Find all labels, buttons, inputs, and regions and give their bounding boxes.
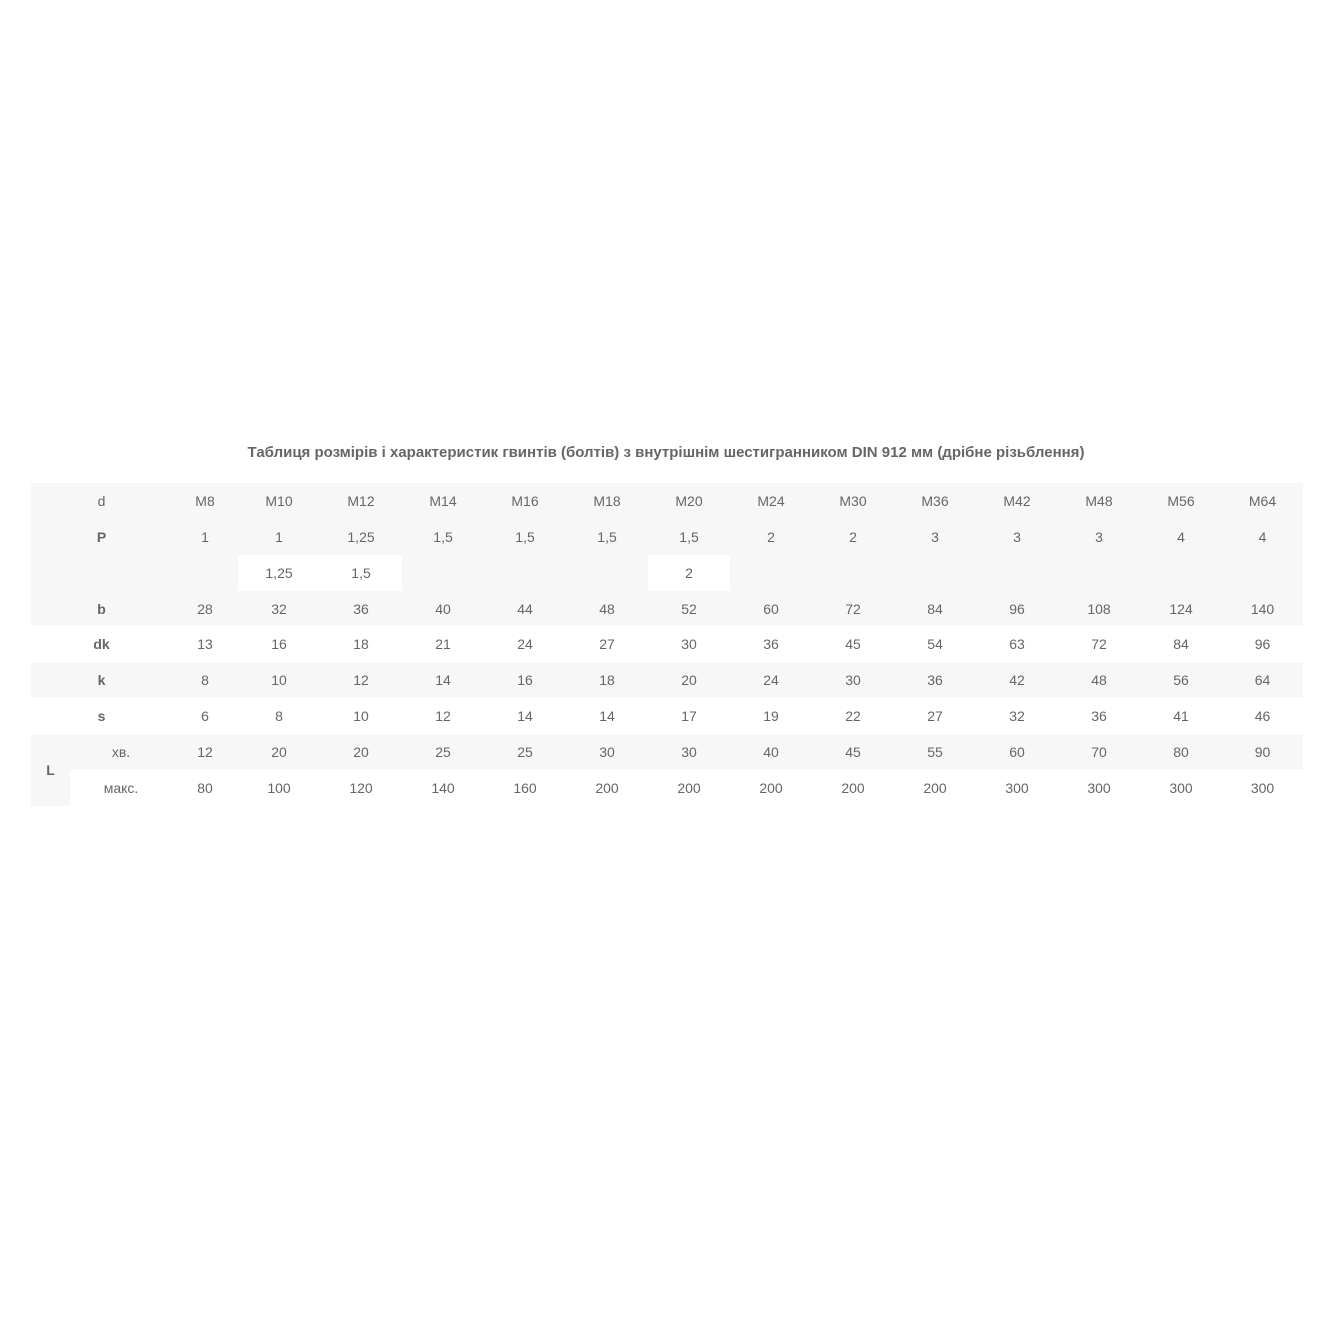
row-s	[31, 698, 1303, 734]
table-cell: 24	[730, 662, 812, 698]
table-cell: 12	[320, 662, 402, 698]
table-cell	[976, 555, 1058, 591]
table-cell: 30	[648, 734, 730, 770]
table-cell: 108	[1058, 591, 1140, 626]
table-cell: M48	[1058, 483, 1140, 519]
row-b	[31, 591, 1303, 626]
row-label-k: k	[31, 662, 172, 698]
table-cell: 28	[172, 591, 238, 626]
table-cell: 44	[484, 591, 566, 626]
table-cell: 63	[976, 626, 1058, 662]
table-cell: 84	[894, 591, 976, 626]
table-cell: 6	[172, 698, 238, 734]
table-cell: 1,25	[238, 555, 320, 591]
table-cell: 300	[1222, 770, 1303, 806]
table-cell: 1,5	[484, 519, 566, 555]
table-cell: 120	[320, 770, 402, 806]
table-cell: 55	[894, 734, 976, 770]
table-cell: 2	[730, 519, 812, 555]
table-cell: 300	[1140, 770, 1222, 806]
dimensions-table	[31, 483, 1303, 806]
table-cell	[812, 555, 894, 591]
table-cell: 30	[648, 626, 730, 662]
table-cell: 30	[566, 734, 648, 770]
table-cell: M36	[894, 483, 976, 519]
row-p-alt	[31, 555, 1303, 591]
table-cell: 60	[976, 734, 1058, 770]
table-cell: M10	[238, 483, 320, 519]
table-cell: 21	[402, 626, 484, 662]
table-cell: 16	[238, 626, 320, 662]
row-label-empty	[31, 555, 172, 591]
table-cell: 36	[730, 626, 812, 662]
table-cell: 14	[566, 698, 648, 734]
table-cell: M56	[1140, 483, 1222, 519]
table-cell: 24	[484, 626, 566, 662]
table-cell: 1,5	[402, 519, 484, 555]
table-cell: 12	[172, 734, 238, 770]
row-dk	[31, 626, 1303, 662]
table-cell: 45	[812, 626, 894, 662]
row-l-min	[31, 734, 1303, 770]
table-cell: 3	[894, 519, 976, 555]
table-cell: 48	[1058, 662, 1140, 698]
table-cell: 4	[1222, 519, 1303, 555]
row-k	[31, 662, 1303, 698]
table-cell: 20	[238, 734, 320, 770]
table-cell	[484, 555, 566, 591]
table-cell: 70	[1058, 734, 1140, 770]
table-cell: M14	[402, 483, 484, 519]
table-cell: 300	[976, 770, 1058, 806]
table-cell: 1,5	[566, 519, 648, 555]
table-cell: 18	[320, 626, 402, 662]
table-cell: 52	[648, 591, 730, 626]
row-p	[31, 519, 1303, 555]
table-cell	[402, 555, 484, 591]
table-cell: 30	[812, 662, 894, 698]
table-cell: 80	[172, 770, 238, 806]
table-cell: 200	[894, 770, 976, 806]
table-cell: 3	[976, 519, 1058, 555]
table-cell: 45	[812, 734, 894, 770]
table-cell: M20	[648, 483, 730, 519]
table-cell: 140	[1222, 591, 1303, 626]
table-cell	[1140, 555, 1222, 591]
table-cell: 72	[1058, 626, 1140, 662]
table-cell: 200	[648, 770, 730, 806]
table-cell: 80	[1140, 734, 1222, 770]
row-label-l: L	[31, 734, 70, 806]
table-cell: 2	[812, 519, 894, 555]
table-cell: 72	[812, 591, 894, 626]
table-cell: 140	[402, 770, 484, 806]
table-cell	[1058, 555, 1140, 591]
table-cell: 36	[320, 591, 402, 626]
row-sublabel-max: макс.	[70, 770, 172, 806]
table-cell: 2	[648, 555, 730, 591]
table-cell	[894, 555, 976, 591]
table-cell	[172, 555, 238, 591]
table-cell: 19	[730, 698, 812, 734]
table-cell: 22	[812, 698, 894, 734]
table-cell: 200	[566, 770, 648, 806]
row-sublabel-min: хв.	[70, 734, 172, 770]
table-cell: M42	[976, 483, 1058, 519]
table-cell: 25	[484, 734, 566, 770]
table-cell: 46	[1222, 698, 1303, 734]
table-cell: 124	[1140, 591, 1222, 626]
table-cell: 32	[976, 698, 1058, 734]
table-cell: 36	[894, 662, 976, 698]
table-cell: 4	[1140, 519, 1222, 555]
table-cell: 60	[730, 591, 812, 626]
table-cell: 160	[484, 770, 566, 806]
table-cell: 36	[1058, 698, 1140, 734]
table-cell: 16	[484, 662, 566, 698]
table-cell: 96	[976, 591, 1058, 626]
table-cell	[730, 555, 812, 591]
table-cell: 1,5	[648, 519, 730, 555]
table-cell: M30	[812, 483, 894, 519]
table-cell: 300	[1058, 770, 1140, 806]
table-cell: 1	[238, 519, 320, 555]
table-cell: 32	[238, 591, 320, 626]
table-cell	[566, 555, 648, 591]
table-cell	[1222, 555, 1303, 591]
table-cell: 200	[730, 770, 812, 806]
table-cell: 12	[402, 698, 484, 734]
row-label-dk: dk	[31, 626, 172, 662]
table-cell: 10	[320, 698, 402, 734]
table-cell: 14	[402, 662, 484, 698]
table-cell: 100	[238, 770, 320, 806]
table-cell: 200	[812, 770, 894, 806]
table-cell: 1,25	[320, 519, 402, 555]
table-cell: 90	[1222, 734, 1303, 770]
table-cell: 27	[894, 698, 976, 734]
row-d	[31, 483, 1303, 519]
table-cell: 20	[648, 662, 730, 698]
table-cell: M16	[484, 483, 566, 519]
table-cell: 13	[172, 626, 238, 662]
table-cell: 41	[1140, 698, 1222, 734]
row-label-b: b	[31, 591, 172, 626]
table-cell: 40	[402, 591, 484, 626]
table-cell: 96	[1222, 626, 1303, 662]
table-cell: M64	[1222, 483, 1303, 519]
table-cell: 27	[566, 626, 648, 662]
table-cell: M12	[320, 483, 402, 519]
table-cell: M8	[172, 483, 238, 519]
table-cell: 1	[172, 519, 238, 555]
table-cell: 64	[1222, 662, 1303, 698]
table-cell: 20	[320, 734, 402, 770]
table-cell: 25	[402, 734, 484, 770]
table-cell: 48	[566, 591, 648, 626]
row-label-d: d	[31, 483, 172, 519]
row-label-p: P	[31, 519, 172, 555]
table-cell: 56	[1140, 662, 1222, 698]
table-title: Таблиця розмірів і характеристик гвинтів (болтів) з внутрішнім шестигранником DIN 912 мм (дрібне різьблення)	[247, 444, 1085, 461]
table-cell: 17	[648, 698, 730, 734]
table-cell: 84	[1140, 626, 1222, 662]
table-cell: 8	[238, 698, 320, 734]
table-cell: 54	[894, 626, 976, 662]
table-cell: 1,5	[320, 555, 402, 591]
table-cell: 8	[172, 662, 238, 698]
table-cell: M24	[730, 483, 812, 519]
row-l-max	[31, 770, 1303, 806]
table-cell: M18	[566, 483, 648, 519]
table-cell: 42	[976, 662, 1058, 698]
table-cell: 10	[238, 662, 320, 698]
table-cell: 40	[730, 734, 812, 770]
table-cell: 18	[566, 662, 648, 698]
table-cell: 3	[1058, 519, 1140, 555]
row-label-s: s	[31, 698, 172, 734]
table-cell: 14	[484, 698, 566, 734]
